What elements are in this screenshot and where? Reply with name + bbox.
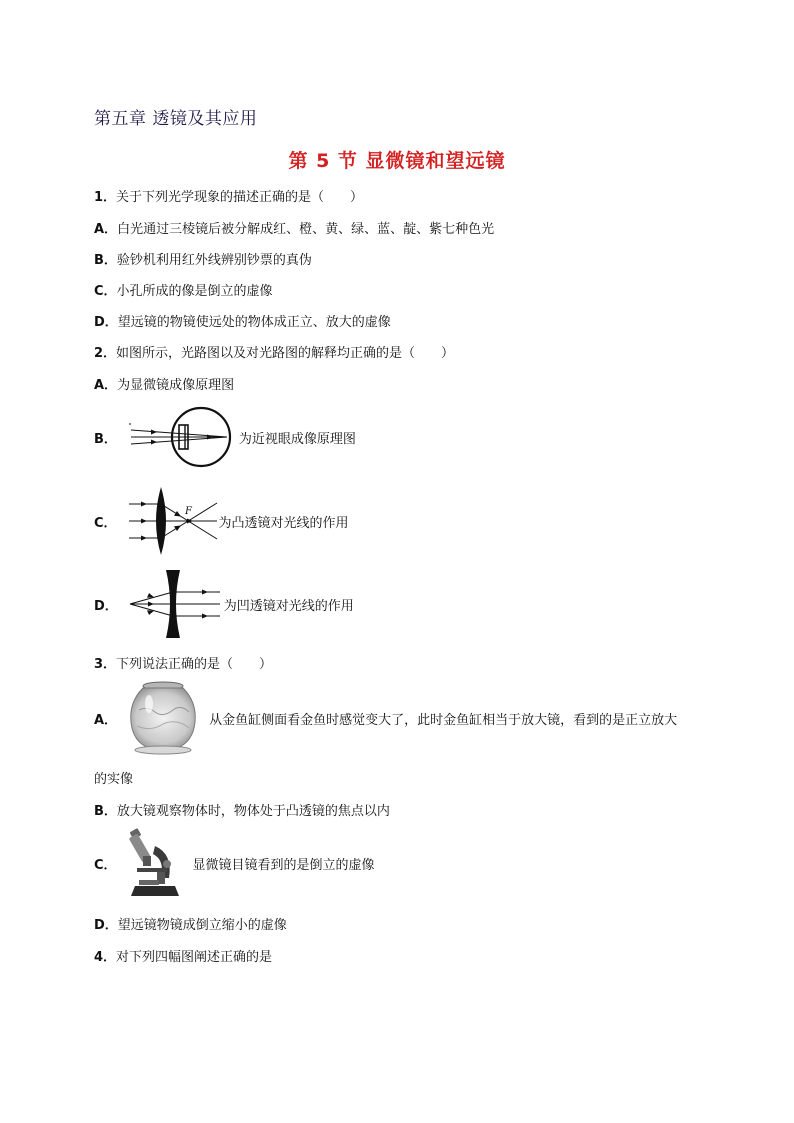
option-letter: B．	[94, 804, 117, 819]
option-letter: C．	[94, 284, 117, 299]
q3-option-b	[94, 800, 390, 819]
option-letter: D．	[94, 315, 118, 330]
option-letter: B．	[94, 253, 117, 268]
q3-option-a	[94, 680, 677, 756]
question-3	[94, 653, 272, 672]
q3-option-d	[94, 914, 287, 933]
option-letter: A．	[94, 222, 118, 237]
q2-option-d	[94, 568, 354, 640]
microscope-image	[127, 828, 183, 898]
option-letter: A．	[94, 378, 118, 393]
option-text: 为显微镜成像原理图	[117, 378, 235, 393]
fish-bowl-image	[127, 680, 199, 756]
option-text: 从金鱼缸侧面看金鱼时感觉变大了，此时金鱼缸相当于放大镜，看到的是正立放大	[209, 712, 678, 728]
q2-option-a	[94, 374, 234, 393]
q3-option-a-continuation: 的实像	[94, 772, 134, 787]
q1-option-b	[94, 249, 312, 268]
question-stem: 关于下列光学现象的描述正确的是（ ）	[116, 190, 364, 205]
option-text: 望远镜物镜成倒立缩小的虚像	[117, 918, 287, 933]
option-letter: B．	[94, 431, 117, 447]
option-text: 验钞机利用红外线辨别钞票的真伪	[116, 253, 312, 268]
option-text: 放大镜观察物体时，物体处于凸透镜的焦点以内	[116, 804, 390, 819]
q2-option-b	[94, 404, 356, 470]
q1-option-d	[94, 311, 391, 330]
option-text: 为近视眼成像原理图	[238, 431, 356, 447]
question-1	[94, 186, 363, 205]
question-number: 2．	[94, 346, 117, 361]
q3-option-c	[94, 828, 375, 898]
question-stem: 下列说法正确的是（ ）	[116, 657, 273, 672]
question-stem: 对下列四幅图阐述正确的是	[116, 950, 273, 965]
question-4	[94, 946, 272, 965]
question-stem: 如图所示，光路图以及对光路图的解释均正确的是（ ）	[116, 346, 455, 361]
section-title: 第 5 节 显微镜和望远镜	[288, 150, 506, 172]
option-letter: A．	[94, 712, 118, 728]
question-number: 4．	[94, 950, 117, 965]
option-letter: D．	[94, 918, 118, 933]
option-text: 显微镜目镜看到的是倒立的虚像	[192, 857, 375, 873]
option-letter: C．	[94, 515, 117, 531]
option-text: 为凹透镜对光线的作用	[223, 598, 354, 614]
q2-option-c	[94, 484, 349, 558]
focal-point-label: F	[184, 506, 192, 517]
convex-lens-diagram	[127, 484, 219, 558]
option-text: 为凸透镜对光线的作用	[218, 515, 349, 531]
q1-option-a	[94, 218, 494, 237]
question-number: 3．	[94, 657, 117, 672]
option-text: 小孔所成的像是倒立的虚像	[116, 284, 273, 299]
q1-option-c	[94, 280, 273, 299]
chapter-heading: 第五章 透镜及其应用	[94, 109, 258, 129]
myopia-eye-diagram	[127, 404, 239, 470]
question-number: 1．	[94, 190, 117, 205]
concave-lens-diagram	[128, 568, 224, 640]
question-2	[94, 342, 454, 361]
option-letter: D．	[94, 598, 118, 614]
option-letter: C．	[94, 857, 117, 873]
option-text: 白光通过三棱镜后被分解成红、橙、黄、绿、蓝、靛、紫七种色光	[117, 222, 495, 237]
option-text: 望远镜的物镜使远处的物体成正立、放大的虚像	[117, 315, 391, 330]
